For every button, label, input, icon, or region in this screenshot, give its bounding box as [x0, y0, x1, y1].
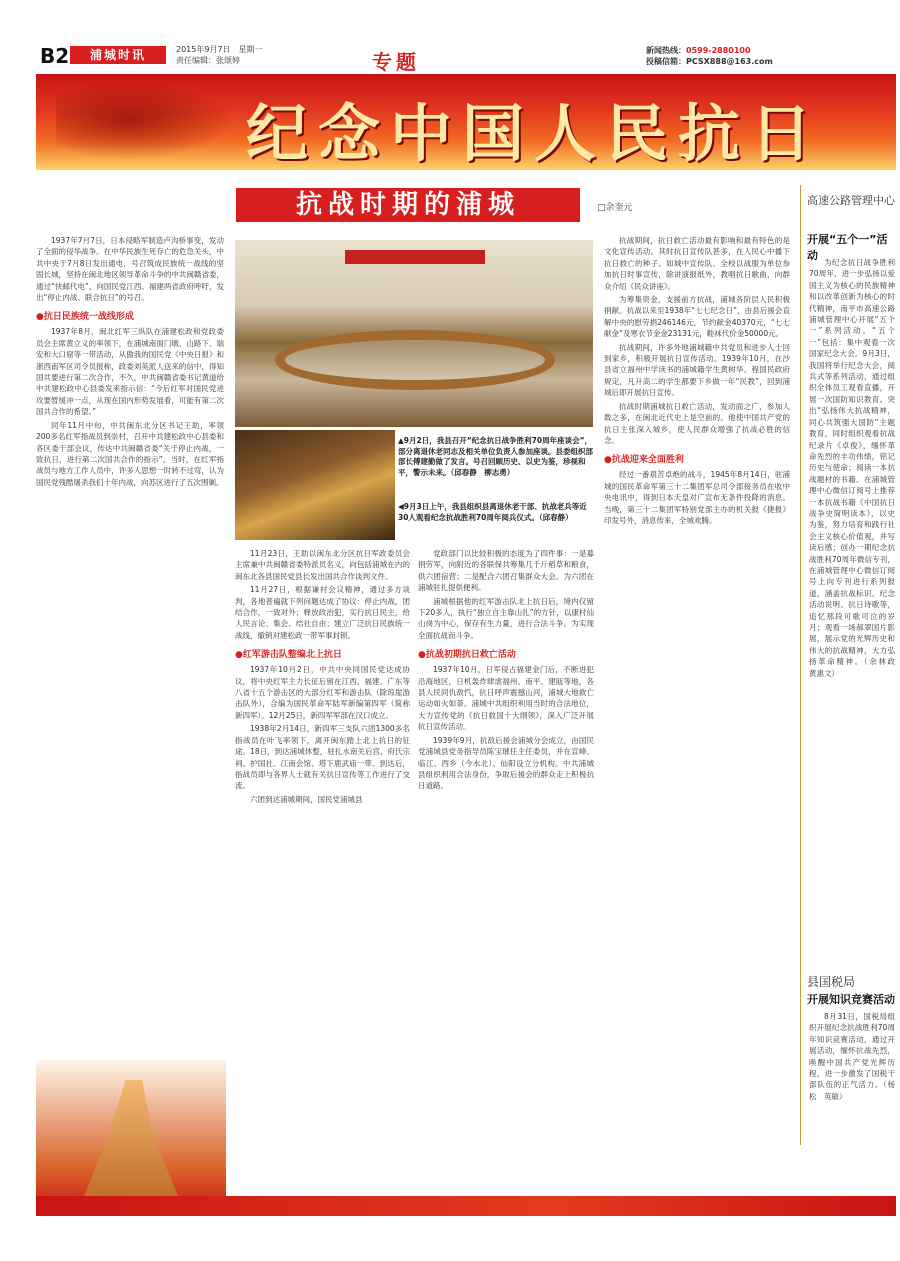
paragraph: 1937年8月，闽北红军三纵队在浦建松政和党政委员会主席黄立义的率领下，在浦城南面门墩、山路下、瑞安和大口窟等一带活动，从傲我的国民党《中央日报》和浙西南军区司令员报称，政委刘英派人送来的信中，得知国共要进行第二次合作，不久，中共闽赣省委书记黄道给中共建松政中心县委发来指示信：“今后红军对国民党进攻要暂缓冲一点，从现在国内形势发展看，可能有第二次国共合作的希望。” [36, 327, 224, 417]
contact-info [646, 45, 773, 67]
paragraph: 为纪念抗日战争胜利70周年，进一步弘扬以爱国主义为核心的民族精神和以改革创新为核心的时代精神，南平市高速公路浦城管理中心开展“五个一”系列活动。“五个一”包括：集中观看一次国家纪念大会。9月3日，我国将举行纪念大会，阅兵式等系列活动，通过组织全体员工观看直播，开展一次国防知识教育。突出“弘扬伟大抗战精神，同心共筑强大国防”主题教育，同时组织观看抗战纪录片《卓俊》，缅怀革命先烈的丰功伟绩，铭记历史与使命；阅读一本抗战题材的书籍。在浦城管理中心微信订阅号上推荐一本抗战书籍《中国抗日战争史简明读本》，以史为鉴，努力培育和践行社会主义核心价值观，并写读后感；创办一期纪念抗战胜利70周年微信专刊，在浦城管理中心微信订阅号上向专刊进行系列报道，涵盖抗战标识、纪念活动说明、抗日诗歌等，追忆那段可歌可泣的岁月；观看一场郝翠国片影展，展示党的光辉历史和伟大的抗战精神，大力弘扬革命精神。（余林政 黄惠文） [809, 258, 895, 678]
page-number: B2 [40, 44, 70, 68]
paragraph: 1937年10月2日，中共中央同国民党达成协议，将中央红军主力长征后留在江西、福建、广东等八省十五个游击区的大部分红军和游击队（除琼崖游击队外），合编为国民革命军陆军新编第四军（简称新四军）。12月25日，新四军军部在汉口成立。 [235, 665, 410, 720]
newspaper-logo: 浦城时讯 [70, 46, 166, 64]
news-sidebar [800, 185, 896, 1145]
issue-date: 2015年9月7日 星期一 [176, 45, 263, 54]
sidebar-item-2-org: 县国税局 [807, 975, 856, 989]
subheading: ●抗战迎来全面胜利 [604, 455, 684, 466]
sidebar-item-1-org: 高速公路管理中心 [807, 194, 895, 207]
photo-caption-1: ▲9月2日，我县召开“纪念抗日战争胜利70周年座谈会”，部分离退休老同志及相关单位负责人参加座谈。县委组织部部长傅建勤做了发言。号召回顾历史、以史为鉴，珍视和平，警示未来。（邱春静 柳志勇） [398, 436, 593, 477]
sidebar-item-1-title: 开展“五个一”活动 [807, 233, 888, 262]
sidebar-item-1-body [809, 257, 895, 957]
email-label: 投稿信箱： [646, 57, 686, 66]
email-address: PCSX888@163.com [686, 57, 773, 66]
paragraph: 8月31日，国税局组织开展纪念抗战胜利70周年知识竞赛活动，通过开展活动，缅怀抗战先烈，唤醒中国共产党光辉历程，进一步激发了国税干部队伍的正气活力。（杨松 英敏） [809, 1012, 895, 1101]
meeting-banner [345, 250, 485, 264]
editor-line: 责任编辑：张颂婷 [176, 56, 240, 65]
subheading-text: 抗战迎来全面胜利 [611, 455, 684, 466]
subheading: ●抗战初期抗日救亡活动 [418, 650, 516, 661]
meeting-photo [235, 240, 593, 427]
paragraph: 为筹集资金，支援前方抗战，浦城各阶层人民积极捐献。抗战以来至1938年“七七纪念日”，由县后援会直解中央的慰劳捐246146元，节约献金40370元，“七七献金”及寒衣节金金23131元，鞋袜代价金50000元。 [604, 295, 790, 339]
article-column-3 [418, 548, 594, 1188]
article-column-1 [36, 235, 224, 1065]
paragraph: 经过一番艰苦卓绝的战斗，1945年8月14日，驻浦城的国民革命军第三十二集团军总司令部接务员在收中央电讯中，得到日本天皇对广宣布无条件投降的消息。当晚，第三十二集团军特别党部主办的机关报《捷报》印发号外，消息传来，全城欢腾。 [604, 470, 790, 525]
footer-banner-bar [36, 1196, 896, 1216]
paragraph: 同年11月中旬，中共闽东北分区书记王助，率领200多名红军指战员到崇村，召开中共建松政中心县委和各区委干部会议，传达中共闽赣省委“关于停止内战，一致抗日，进行第二次国共合作的指示”。当时，在红军指战员与地方工作人员中，许多人思想一时转不过弯，认为国民党残酷屠杀我们十年内战，向苏区进行了五次围剿。 [36, 420, 224, 487]
parade-viewing-photo [235, 430, 395, 540]
article-headline: 抗战时期的浦城 [236, 188, 580, 222]
subheading-text: 抗战初期抗日救亡活动 [425, 650, 516, 661]
masthead [36, 40, 896, 74]
feature-banner [36, 74, 896, 170]
subheading: ●抗日民族统一战线形成 [36, 312, 134, 323]
paragraph: 党政部门以比较积极的态度为了四件事：一是募捐劳军，向附近的各联保共筹集几千斤稻草和粮食，供六团宿营；二是配合六团召集群众大会。为六团在浦城驻扎提供便利。 [418, 549, 594, 593]
paragraph: 11月23日，王助以闽东北分区抗日军政委员会主席兼中共闽赣省委特派员名义，向包括浦城在内的闽东北各县国民党县长发出国共合作谈判文件。 [235, 549, 410, 581]
article-column-2 [235, 548, 410, 1188]
paragraph: 1938年2月14日，新四军三支队六团1300多名指战员在叶飞率领下，离开闽东踏上北上抗日的征途。18日，到达浦城休整，驻扎水南关后宫、府氏宗祠、护国社、江南会馆、塔下鹿武庙一带。到达后，指战员即与各界人士就有关抗日宣传等工作进行了交流。 [235, 724, 410, 791]
paragraph: 抗战期间，许多外地浦城籍中共党员和进步人士回到家乡，积极开展抗日宣传活动。1939年10月，在沙县省立福州中学读书的浦城籍学生黄树华、程国民政府规定，凡升高二的学生都要下乡做一年“民教”，回到浦城后即开展抗日宣传。 [604, 342, 790, 398]
article-column-4 [604, 235, 790, 1190]
paragraph: 1937年10月，日军侵占福建金门后，不断进犯沿海地区，日机轰炸肆虐福州、南平、建瓯等地，各县人民同仇敌忾，抗日呼声震撼山河，浦城大地救亡运动如火如荼。浦城中共组织利用当时的合法地位，大力宣传党的《抗日救国十大纲领》，深入广泛开展抗日宣传活动。 [418, 665, 594, 732]
paragraph: 1937年7月7日，日本侵略军制造卢沟桥事变，发动了全面的侵华战争。在中华民族生死存亡的危急关头，中共中央于7月8日发出通电，号召筑成民族统一战线的坚固长城，坚持在闽北地区领导革命斗争的中共闽赣省委，通过“快邮代电”，向国民党江西、福建两省政府呼吁，发出“停止内战、联合抗日”的号召。 [36, 236, 224, 303]
conference-table [275, 330, 555, 390]
issue-meta [176, 44, 263, 66]
banner-title: 纪念中国人民抗日 [246, 97, 823, 170]
banner-flag-art [56, 80, 236, 160]
photo-caption-2: ◀9月3日上午，我县组织县离退休老干部、抗战老兵等近30人观看纪念抗战胜利70周年阅兵仪式。（邱春静） [398, 502, 587, 522]
paragraph: 六团到达浦城期间，国民党浦城县 [250, 794, 363, 804]
paragraph: 抗战期间，抗日救亡活动最有影响和最有特色的是文化宣传活动。其时抗日宣传队甚多，在人民心中播下抗日救亡的种子。如城中宣传队、全校以战服为单位参加抗日时事宣传，除讲演报纸外，教唱抗日歌曲，向群众介绍《民众讲座》。 [604, 236, 790, 291]
paragraph: 浦城根据他的红军游击队北上抗日后，境内仅留下20多人，执行“独立自主靠山扎”的方针，以康村仙山岗为中心，保存有生力量，进行合法斗争。为实现全面抗战而斗争。 [418, 596, 594, 640]
section-tag: 专题 [372, 50, 420, 74]
hotline-number: 0599-2880100 [686, 46, 751, 55]
subheading-text: 红军游击队整编北上抗日 [242, 650, 342, 661]
paragraph: 11月27日，根据谦村会议精神，通过多方谈判，各地普遍就下列问题达成了协议：停止内战，团结合作，一致对外；释放政治犯，实行抗日民主，给人民言论、集会、结社自由；建立广泛抗日民族统一战线，撤销对建松政一带军事封锁。 [235, 585, 410, 640]
monument-illustration [36, 1060, 226, 1216]
sidebar-item-2-body [809, 1011, 895, 1141]
article-byline: □余奎元 [597, 203, 633, 213]
paragraph: 1939年9月，抗敌后援会浦城分会成立，由国民党浦城县党务指导员陈宝璀任主任委员，并在宣峰、临江、西乡（今水北）、仙阳设立分机构。中共浦城县组织利用合法身份，争取后援会的群众走上积极抗日道路。 [418, 735, 594, 791]
subheading: ●红军游击队整编北上抗日 [235, 650, 342, 661]
sidebar-item-2-title: 开展知识竞赛活动 [807, 993, 895, 1006]
paragraph: 抗战时期浦城抗日救亡活动，发动面之广，参加人数之多，在闽北近代史上是空前的。他使中国共产党的抗日主张深入城乡，使人民群众增强了抗战必胜的信念。 [604, 401, 790, 445]
subheading-text: 抗日民族统一战线形成 [43, 312, 134, 323]
hotline-label: 新闻热线： [646, 46, 686, 55]
